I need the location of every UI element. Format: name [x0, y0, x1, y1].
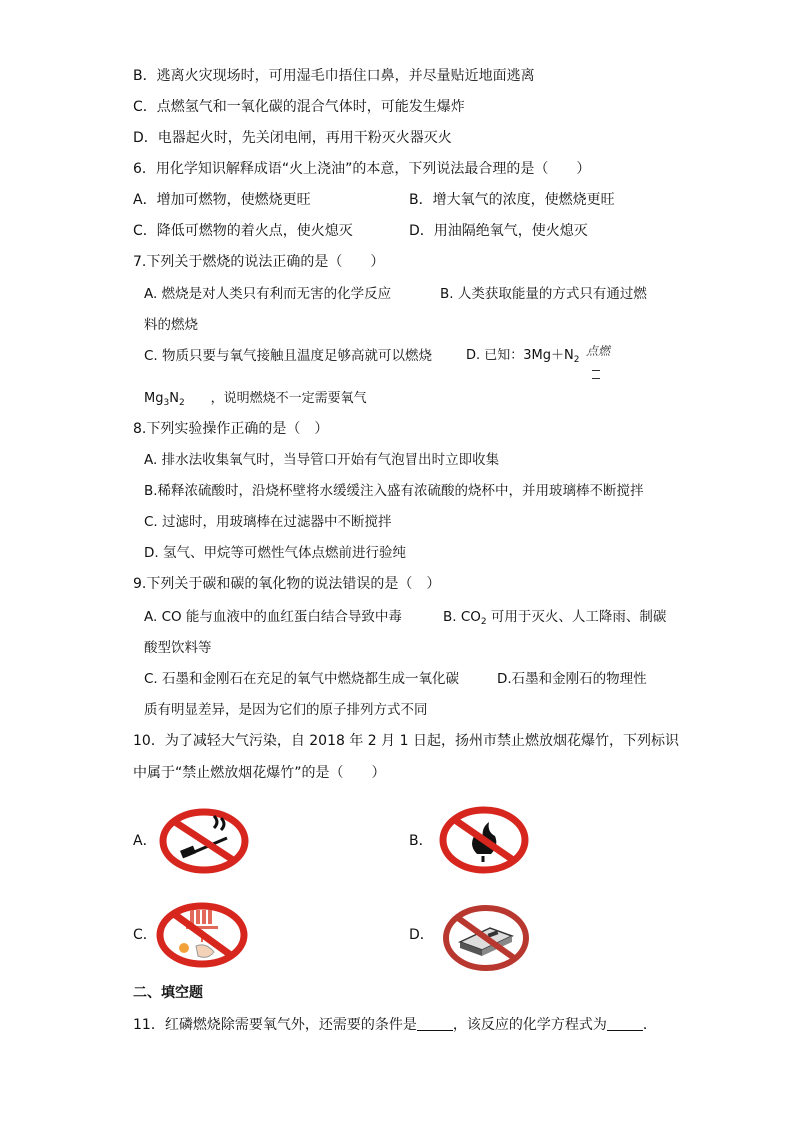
no-matches-sign-icon — [442, 904, 530, 972]
q8-stem: 8.下列实验操作正确的是（ ） — [133, 421, 329, 437]
q9-stem: 9.下列关于碳和碳的氧化物的说法错误的是（ ） — [133, 576, 441, 592]
q7-option-d — [466, 346, 579, 370]
q5-option-d: D．电器起火时，先关闭电闸，再用干粉灭火器灭火 — [133, 130, 452, 146]
q7-option-d-cont — [144, 389, 367, 413]
product-sub-2: 2 — [178, 398, 185, 408]
q8-option-b: B.稀释浓硫酸时，沿烧杯壁将水缓缓注入盛有浓硫酸的烧杯中，并用玻璃棒不断搅拌 — [144, 483, 644, 499]
q5-option-c: C．点燃氢气和一氧化碳的混合气体时，可能发生爆炸 — [133, 99, 465, 115]
q8-option-d: D. 氢气、甲烷等可燃性气体点燃前进行验纯 — [144, 545, 406, 561]
q7-option-d-sub: 2 — [573, 355, 580, 365]
no-smoking-sign-icon — [159, 808, 249, 874]
section-title: 二、填空题 — [133, 985, 203, 1001]
no-open-flame-sign-icon — [439, 806, 529, 874]
q7-stem: 7.下列关于燃烧的说法正确的是（ ） — [133, 254, 385, 270]
q9-option-d-cont: 质有明显差异，是因为它们的原子排列方式不同 — [144, 702, 428, 718]
q6-option-d: D．用油隔绝氧气，使火熄灭 — [409, 223, 588, 239]
q11-blank-2 — [607, 1016, 643, 1031]
product-mg: Mg — [144, 391, 164, 406]
q9-option-b-suffix: 可用于灭火、人工降雨、制碳 — [486, 609, 667, 625]
q10-label-a: A． — [133, 833, 157, 849]
q11-part2: ，该反应的化学方程式为 — [452, 1017, 607, 1033]
equation-bar-bottom — [592, 378, 600, 379]
q6-stem: 6．用化学知识解释成语“火上浇油”的本意，下列说法最合理的是（ ） — [133, 161, 591, 177]
q8-option-a: A. 排水法收集氧气时，当导管口开始有气泡冒出时立即收集 — [144, 452, 500, 468]
q7-option-b: B. 人类获取能量的方式只有通过燃 — [440, 286, 647, 302]
product-sub-3: 3 — [163, 398, 170, 408]
no-fireworks-sign-icon — [156, 902, 248, 968]
equation-bar-top — [592, 370, 600, 371]
product-n: N — [169, 391, 179, 406]
q10-label-c: C． — [133, 927, 157, 943]
q10-stem-line2: 中属于“禁止燃放烟花爆竹”的是（ ） — [133, 765, 386, 781]
q11-stem — [133, 1015, 657, 1035]
q6-option-a: A．增加可燃物，使燃烧更旺 — [133, 192, 311, 208]
q10-stem-line1: 10．为了减轻大气污染，自 2018 年 2 月 1 日起，扬州市禁止燃放烟花爆竹，下列标识 — [133, 733, 679, 749]
q9-option-d: D.石墨和金刚石的物理性 — [497, 671, 647, 687]
q10-label-d: D． — [409, 927, 434, 943]
q7-option-d-conclusion: ，说明燃烧不一定需要氧气 — [210, 391, 367, 406]
q10-label-b: B． — [409, 833, 433, 849]
q9-option-b-cont: 酸型饮料等 — [144, 640, 212, 656]
q9-option-c: C. 石墨和金刚石在充足的氧气中燃烧都生成一氧化碳 — [144, 671, 460, 687]
reaction-condition: 点燃 — [586, 344, 611, 358]
q7-option-d-prefix: D. 已知：3Mg＋N — [466, 348, 574, 363]
q6-option-c: C．降低可燃物的着火点，使火熄灭 — [133, 223, 353, 239]
q7-option-b-cont: 料的燃烧 — [144, 317, 198, 333]
q9-option-a: A. CO 能与血液中的血红蛋白结合导致中毒 — [144, 609, 402, 625]
q5-option-b: B．逃离火灾现场时，可用湿毛巾捂住口鼻，并尽量贴近地面逃离 — [133, 68, 535, 84]
q6-option-b: B．增大氧气的浓度，使燃烧更旺 — [409, 192, 615, 208]
q9-option-b-prefix: B. CO — [443, 609, 481, 625]
q7-option-a: A. 燃烧是对人类只有利而无害的化学反应 — [144, 286, 392, 302]
q9-option-b — [443, 607, 666, 632]
q11-part3: ． — [642, 1017, 657, 1033]
q11-part1: 11．红磷燃烧除需要氧气外，还需要的条件是 — [133, 1017, 417, 1033]
q7-option-c: C. 物质只要与氧气接触且温度足够高就可以燃烧 — [144, 348, 433, 364]
q9-option-b-sub: 2 — [480, 617, 487, 627]
q8-option-c: C. 过滤时，用玻璃棒在过滤器中不断搅拌 — [144, 514, 392, 530]
q11-blank-1 — [417, 1016, 453, 1031]
